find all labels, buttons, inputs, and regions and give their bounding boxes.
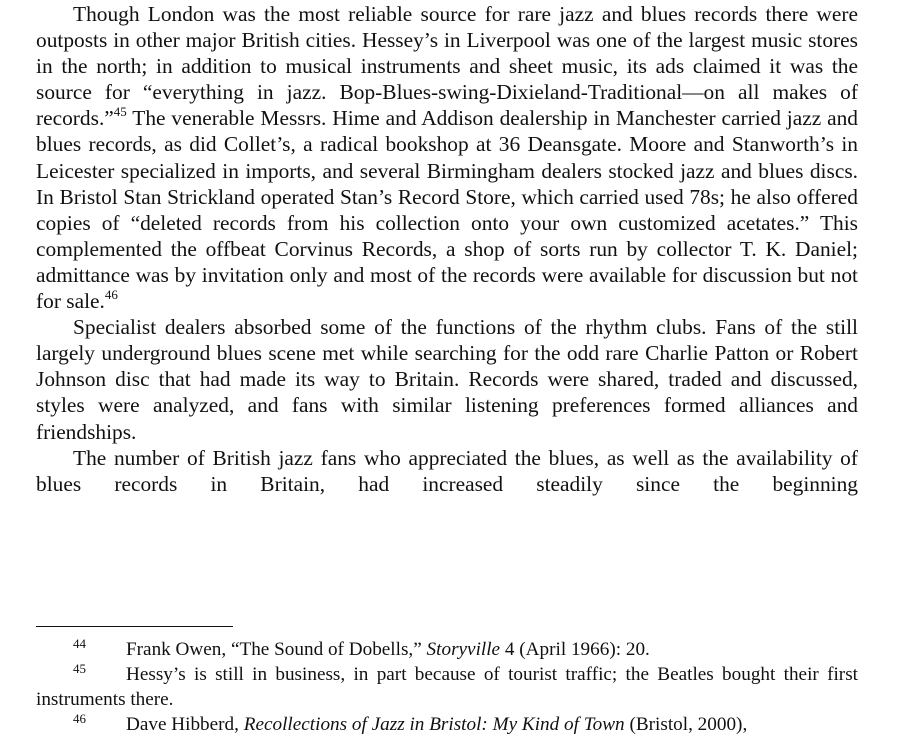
- footnote-text: Frank Owen, “The Sound of Dobells,”: [126, 639, 427, 660]
- paragraph-1-text-b: The venerable Messrs. Hime and Addison dealership in Manchester carried jazz and blues records, as did Collet’s, a radical bookshop at 36 Deansgate. Moore and Stanworth’s in Leicester specialized in imports, and several Birmingham dealers stocked jazz and blues discs. In Bristol Stan Strickland operated Stan’s Record Store, which carried used 78s; he also offered copies of “deleted records from his collection onto your own customized acetates.” This complemented the offbeat Corvinus Records, a shop of sorts run by collector T. K. Daniel; admittance was by invitation only and most of the records were available for discussion but not for sale.: [36, 106, 858, 314]
- paragraph-1: [36, 1, 858, 314]
- footnote-divider: [36, 626, 233, 627]
- footnote-text: Dave Hibberd,: [126, 713, 244, 735]
- footnote-text: 4 (April 1966): 20.: [500, 639, 650, 660]
- footnote-45: 45 Hessy’s is still in business, in part because of tourist traffic; the Beatles bought their first instruments there.: [36, 661, 858, 710]
- paragraph-3: The number of British jazz fans who appreciated the blues, as well as the availability of blues records in Britain, had increased steadily since the beginning: [36, 445, 858, 496]
- footnote-text: (Bristol, 2000),: [624, 713, 748, 735]
- footnote-ref-45: 45: [113, 104, 127, 120]
- footnotes: [36, 638, 858, 738]
- footnote-44: 44 Frank Owen, “The Sound of Dobells,” Storyville 4 (April 1966): 20.: [73, 636, 650, 660]
- footnote-title: Recollections of Jazz in Bristol: My Kind of Town: [243, 713, 625, 735]
- footnote-title: Storyville: [426, 639, 501, 660]
- paragraph-1-text-a: Though London was the most reliable source for rare jazz and blues records there were outposts in other major British cities. Hessey’s in Liverpool was one of the largest music stores in the north; in addition to musical instruments and sheet music, its ads claimed it was the source for “everything in jazz. Bop-Blues-swing-Dixieland-Traditional—on all makes of records.”: [36, 2, 858, 131]
- footnote-text: Hessy’s is still in business, in part because of tourist traffic; the Beatles bought their first instruments there.: [36, 664, 858, 710]
- footnote-ref-46: 46: [104, 287, 118, 303]
- page-body: [36, 0, 858, 497]
- footnote-46: 46 Dave Hibberd, Recollections of Jazz in Bristol: My Kind of Town (Bristol, 2000),: [73, 710, 748, 735]
- paragraph-2: Specialist dealers absorbed some of the functions of the rhythm clubs. Fans of the still largely underground blues scene met while searching for the odd rare Charlie Patton or Robert Johnson disc that had made its way to Britain. Records were shared, traded and discussed, styles were analyzed, and fans with similar listening preferences formed alliances and friendships.: [36, 315, 858, 444]
